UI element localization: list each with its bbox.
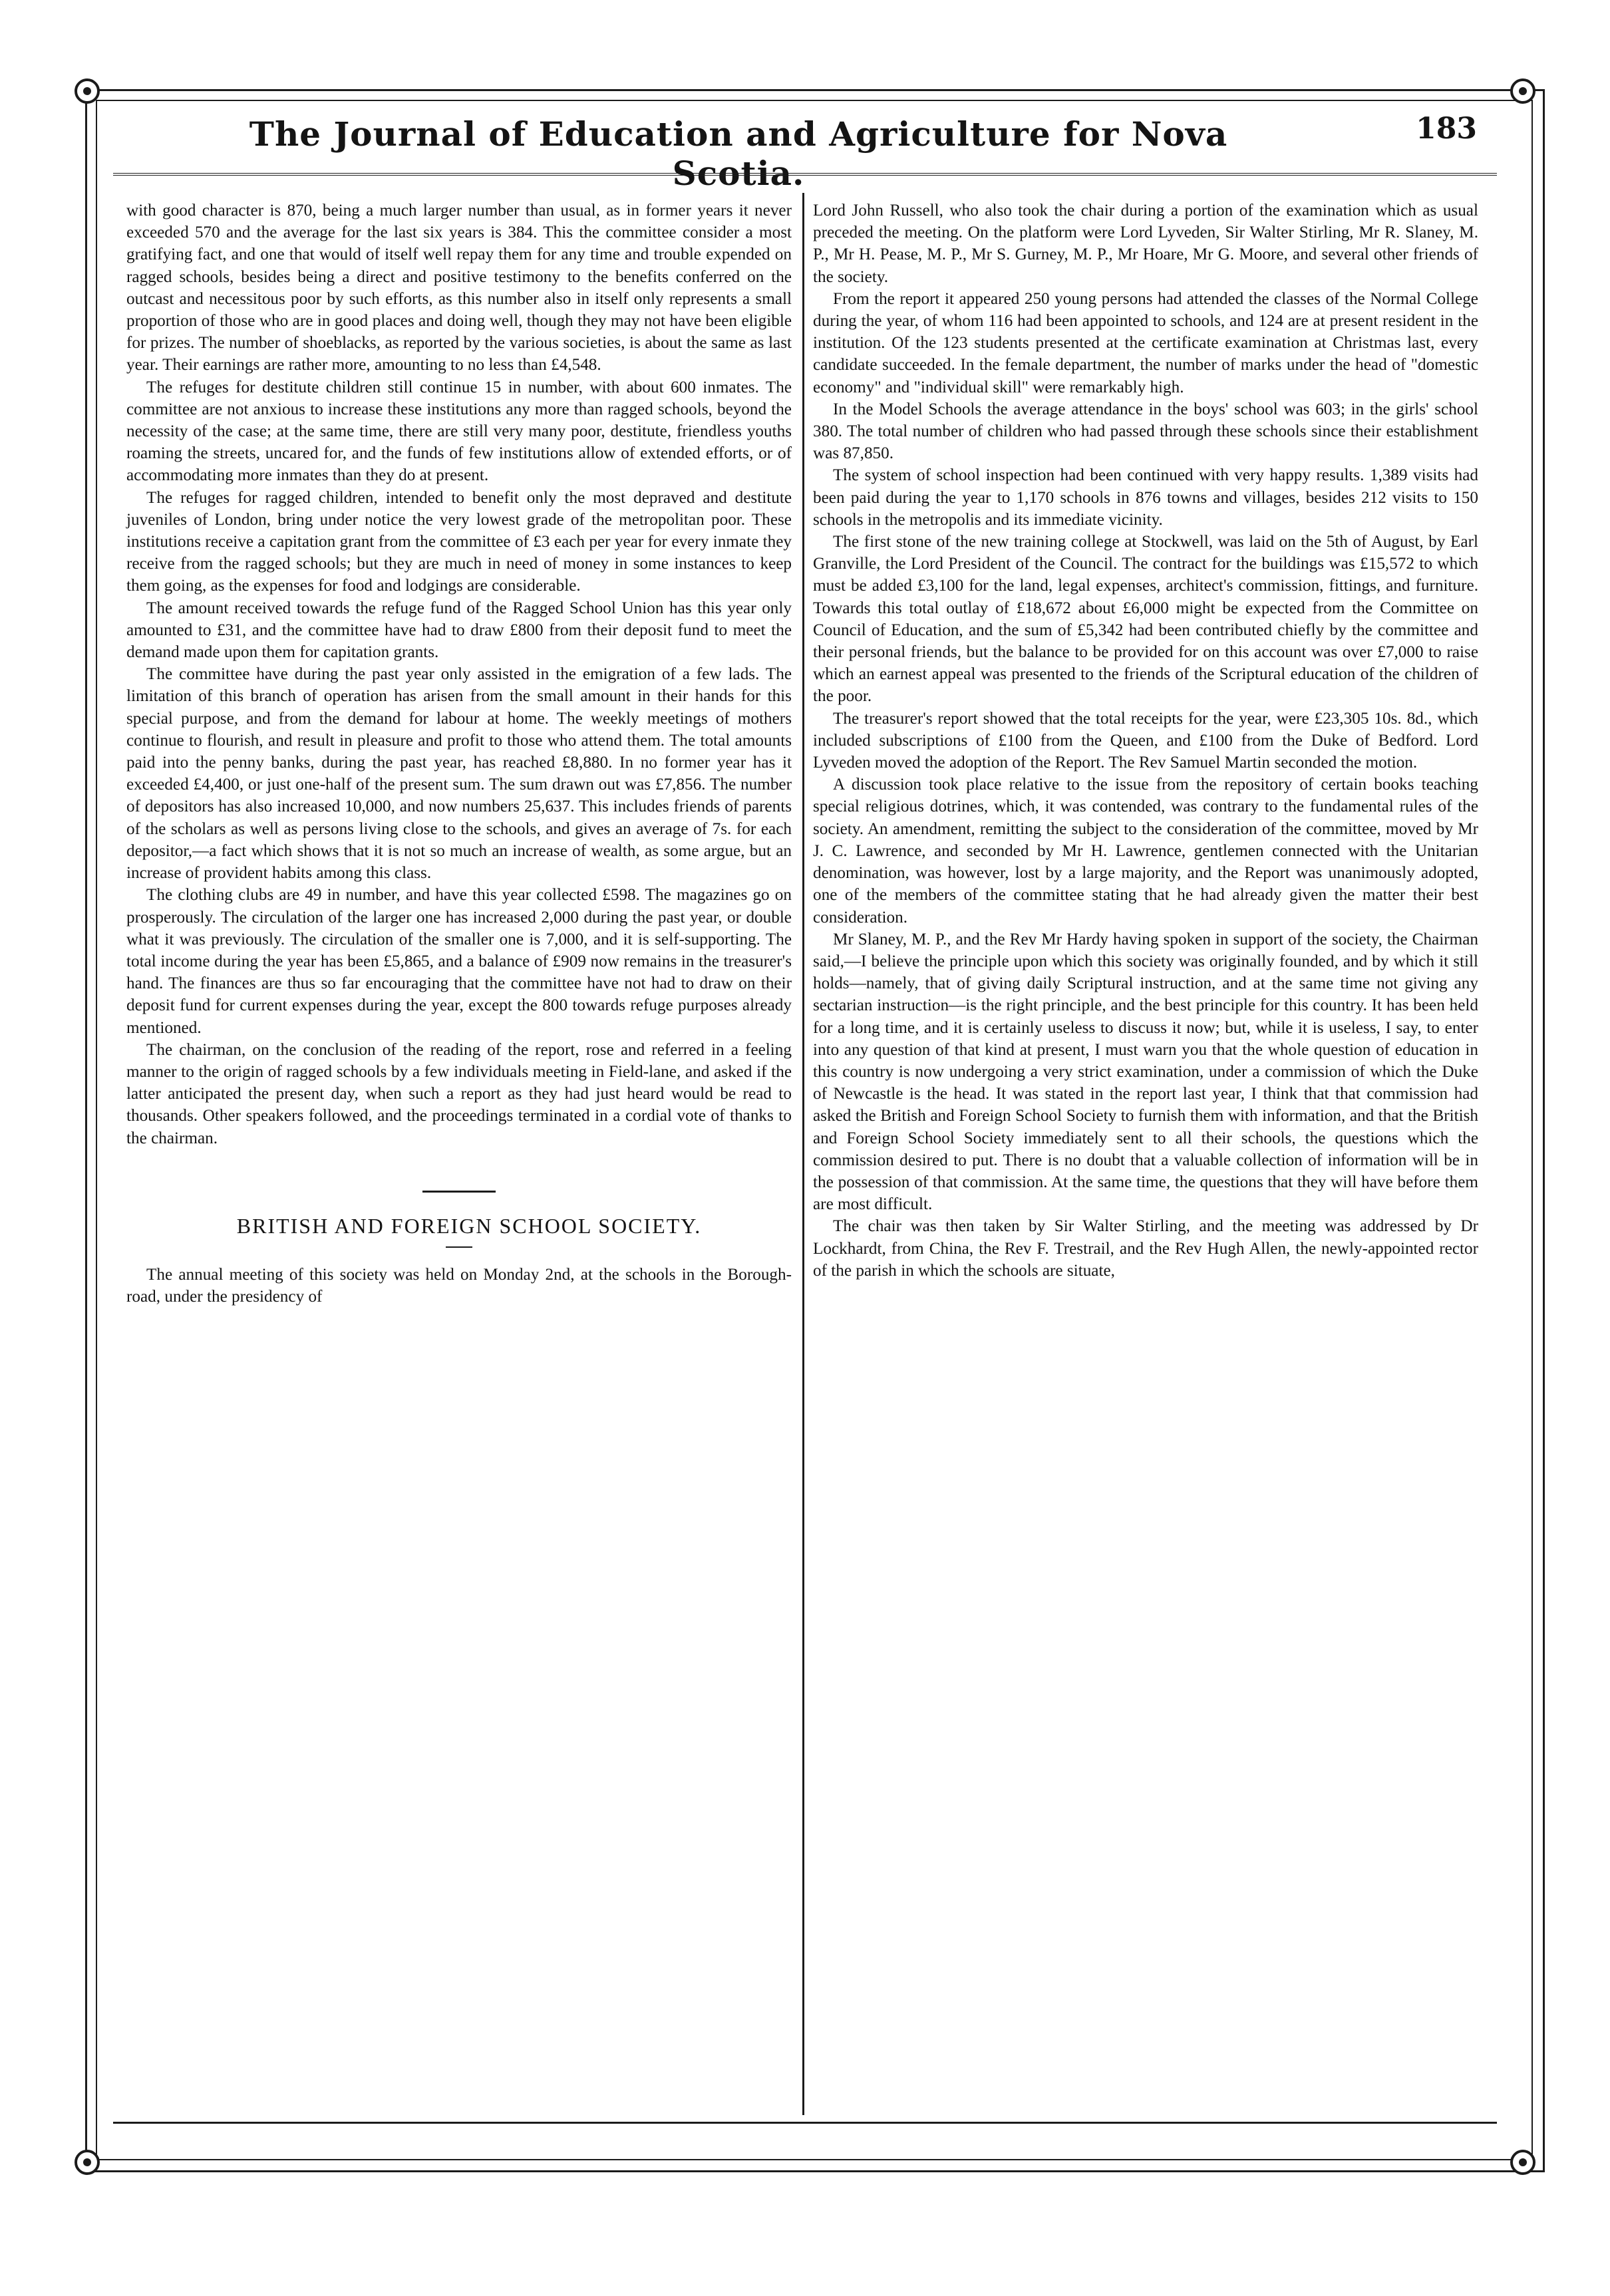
paragraph: The committee have during the past year only assisted in the emigration of a few lads. The limitation of this branch of operation has arisen from the small amount in their hands for this special purpose, and from the demand for labour at home. The weekly meetings of mothers continue to flourish, and result in pleasure and profit to those who attend them. The total amounts paid into the penny banks, during the past year, has reached £8,880. In no former year has it exceeded £4,400, or just one-half of the present sum. The sum drawn out was £7,856. The number of depositors has also increased 10,000, and now numbers 25,637. This includes friends of parents of the scholars as well as persons living close to the schools, and gives an average of 7s. for each depositor,—a fact which shows that it is not so much an increase of wealth, as some argue, but an increase of provident habits among this class.	[126, 665, 792, 883]
corner-ornament-bottom-left	[75, 2150, 100, 2175]
paragraph: The chairman, on the conclusion of the reading of the report, rose and referred in a feeling manner to the origin of ragged schools by a few individuals meeting in Field-lane, and asked if the latter anticipated the present day, when such a report as they had just heard would be read to thousands. Other speakers followed, and the proceedings terminated in a cordial vote of thanks to the chairman.	[126, 1040, 792, 1147]
paragraph: The annual meeting of this society was held on Monday 2nd, at the schools in the Borough-road, under the presidency of	[126, 1265, 792, 1306]
section-divider-rule	[422, 1191, 496, 1193]
paragraph: A discussion took place relative to the issue from the repository of certain books teaching special religious dotrines, which, it was contended, was contrary to the fundamental rules of the society. An amendment, remitting the subject to the consideration of the committee, moved by Mr J. C. Lawrence, and seconded by Mr H. Lawrence, gentlemen connected with the Unitarian denomination, was however, lost by a large majority, and the Report was unanimously adopted, one of the members of the committee stating that he had already given the matter their best consideration.	[813, 776, 1478, 927]
footer-rule	[113, 2122, 1497, 2124]
paragraph: The chair was then taken by Sir Walter Stirling, and the meeting was addressed by Dr Lockhardt, from China, the Rev F. Trestrail, and the Rev Hugh Allen, the newly-appointed rector of the parish in which the schools are situate,	[813, 1217, 1478, 1280]
page-number: 183	[1416, 112, 1477, 146]
paragraph: Mr Slaney, M. P., and the Rev Mr Hardy having spoken in support of the society, the Chairman said,—I believe the principle upon which this society was originally founded, and by which it still holds—namely, that of giving daily Scriptural instruction, and at the same time not giving any sectarian instruction—is the right principle, and the best principle for this country. It has been held for a long time, and it is certainly useless to discuss it now; but, while it is useless, I say, to enter into any question of that kind at present, I must warn you that the whole question of education in this country is now undergoing a very strict examination, under a commission of which the Duke of Newcastle is the head. It was stated in the report last year, I think that that commission had asked the British and Foreign School Society to furnish them with information, and that the British and Foreign School Society immediately sent to all their schools, the questions which the commission desired to put. There is no doubt that a valuable collection of information will be in the possession of that commission. At the same time, the questions that they will have before them are most difficult.	[813, 930, 1478, 1214]
right-column	[813, 200, 1478, 1282]
section-heading: BRITISH AND FOREIGN SCHOOL SOCIETY.	[236, 1213, 702, 1238]
paragraph: Lord John Russell, who also took the chair during a portion of the examination which as usual preceded the meeting. On the platform were Lord Lyveden, Sir Walter Stirling, Mr R. Slaney, M. P., Mr H. Pease, M. P., Mr S. Gurney, M. P., Mr Hoare, Mr G. Moore, and several other friends of the society.	[813, 202, 1478, 286]
paragraph: The refuges for ragged children, intended to benefit only the most depraved and destitute juveniles of London, bring under notice the very lowest grade of the metropolitan poor. These institutions receive a capitation grant from the committee of £3 each per year for every inmate they receive from the ragged schools; but they are much in need of money in some instances to keep them going, as the expenses for food and lodgings are considerable.	[126, 488, 792, 595]
paragraph: The system of school inspection had been continued with very happy results. 1,389 visits had been paid during the year to 1,170 schools in 876 towns and villages, besides 212 visits to 150 schools in the metropolis and its immediate vicinity.	[813, 466, 1478, 529]
corner-ornament-top-left	[75, 78, 100, 104]
corner-ornament-top-right	[1510, 78, 1535, 104]
paragraph: with good character is 870, being a much larger number than usual, as in former years it never exceeded 570 and the average for the last six years is 384. This the committee consider a most gratifying fact, and one that would of itself well repay them for any time and trouble expended on ragged schools, besides being a direct and positive testimony to the benefits conferred on the outcast and necessitous poor by such efforts, as this number also in itself only represents a small proportion of those who are in good places and doing well, though they may not have been eligible for prizes. The number of shoeblacks, as reported by the various societies, is about the same as last year. Their earnings are rather more, amounting to no less than £4,548.	[126, 202, 792, 374]
corner-ornament-bottom-right	[1510, 2150, 1535, 2175]
paragraph: The refuges for destitute children still continue 15 in number, with about 600 inmates. The committee are not anxious to increase these institutions any more than ragged schools, beyond the necessity of the case; at the same time, there are still very many poor, destitute, friendless youths roaming the streets, uncared for, and the funds of few institutions allow of extended efforts, or of accommodating more inmates than they do at present.	[126, 378, 792, 485]
paragraph: The clothing clubs are 49 in number, and have this year collected £598. The magazines go on prosperously. The circulation of the larger one has increased 2,000 during the past year, or double what it was previously. The circulation of the smaller one is 7,000, and it is self-supporting. The total income during the year has been £5,865, and a balance of £909 now remains in the treasurer's hand. The finances are thus so far encouraging that the committee have not had to draw on their deposit fund for current expenses during the year, except the 800 towards refuge purposes already mentioned.	[126, 886, 792, 1037]
left-column	[126, 200, 792, 1308]
header-rule	[113, 173, 1497, 176]
paragraph: The first stone of the new training college at Stockwell, was laid on the 5th of August, by Earl Granville, the Lord President of the Council. The contract for the buildings was £15,572 to which must be added £3,100 for the land, legal expenses, architect's commission, fittings, and furniture. Towards this total outlay of £18,672 about £6,000 might be expected from the Committee on Council of Education, and the sum of £5,342 had been contributed chiefly by the committee and their personal friends, but the balance to be provided for on this account was over £7,000 to raise which an earnest appeal was presented to the friends of the Scriptural education of the children of the poor.	[813, 533, 1478, 706]
paragraph: The amount received towards the refuge fund of the Ragged School Union has this year only amounted to £31, and the committee have had to draw £800 from their deposit fund to meet the demand made upon them for capitation grants.	[126, 599, 792, 662]
paragraph: From the report it appeared 250 young persons had attended the classes of the Normal College during the year, of whom 116 had been appointed to schools, and 124 are at present resident in the institution. Of the 123 students presented at the certificate examination at Christmas last, every candidate succeeded. In the female department, the number of marks under the head of "domestic economy" and "individual skill" were remarkably high.	[813, 289, 1478, 396]
paragraph: In the Model Schools the average attendance in the boys' school was 603; in the girls' school 380. The total number of children who had passed through these schools since their establishment was 87,850.	[813, 400, 1478, 463]
running-head-title: The Journal of Education and Agriculture for Nova Scotia.	[249, 114, 1228, 193]
column-divider	[802, 193, 804, 2115]
paragraph: The treasurer's report showed that the total receipts for the year, were £23,305 10s. 8d., which included subscriptions of £100 from the Queen, and £100 from the Duke of Bedford. Lord Lyveden moved the adoption of the Report. The Rev Samuel Martin seconded the motion.	[813, 709, 1478, 772]
section-heading-rule	[446, 1246, 472, 1248]
